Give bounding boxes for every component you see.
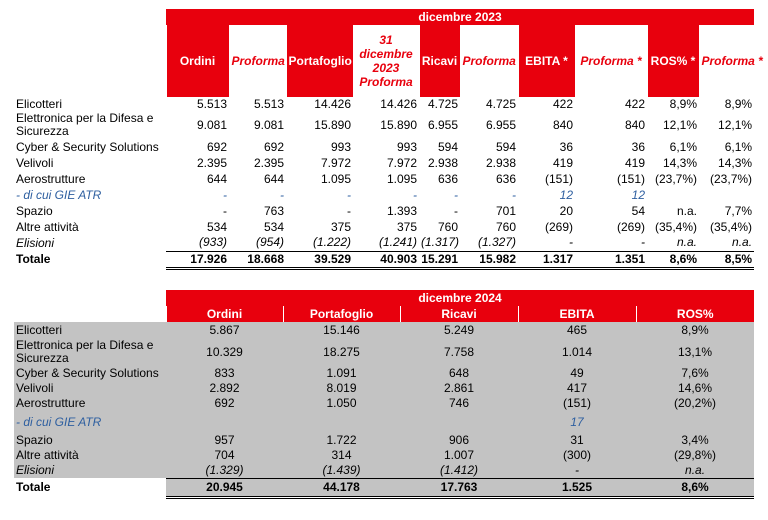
row-label: Totale (16, 252, 51, 266)
row-label: Cyber & Security Solutions (14, 366, 166, 381)
row-label: Velivoli (16, 155, 54, 170)
row-label: Totale (16, 480, 51, 494)
table-row: Velivoli 2.395 2.395 7.972 7.972 2.938 2.938 419 419 14,3% 14,3% (16, 155, 753, 170)
row-label: Elisioni (16, 235, 55, 250)
row-label: Elisioni (14, 463, 166, 478)
col-header-ebita: EBITA * (518, 25, 575, 97)
row-label: Elettronica per la Difesa e Sicurezza (16, 111, 154, 138)
table-row: Aerostrutture 644 644 1.095 1.095 636 636 (151) (151) (23,7%) (23,7%) (16, 171, 753, 186)
row-label: Spazio (14, 433, 166, 448)
table-row: Elicotteri 5.513 5.513 14.426 14.426 4.725 4.725 422 422 8,9% 8,9% (16, 96, 753, 111)
total-row: Totale 17.926 18.668 39.529 40.903 15.291 15.982 1.317 1.351 8,6% 8,5% (16, 251, 753, 266)
row-label: Aerostrutture (16, 171, 86, 186)
col-header-ricavi-proforma: Proforma (460, 25, 518, 97)
table-row: Elicotteri 5.867 15.146 5.249 465 8,9% (14, 322, 754, 338)
period-header: dicembre 2024 (166, 290, 754, 306)
col-header-portafoglio-proforma: 31 dicembre 2023 Proforma (353, 25, 419, 97)
row-label: - di cui GIE ATR (16, 187, 102, 202)
row-label: Altre attività (16, 219, 79, 234)
row-label: Aerostrutture (14, 396, 166, 411)
col-header-ordini: Ordini (166, 306, 283, 322)
row-label: Cyber & Security Solutions (16, 139, 159, 154)
row-label: Elicotteri (16, 96, 63, 111)
table-row: Elisioni (933) (954) (1.222) (1.241) (1.317) (1.327) - - n.a. n.a. (16, 235, 753, 250)
table-row: Elettronica per la Difesa e Sicurezza 10.329 18.275 7.758 1.014 13,1% (14, 338, 754, 366)
table-row: Spazio - 763 - 1.393 - 701 20 54 n.a. 7,7% (16, 203, 753, 218)
row-label: Velivoli (14, 381, 166, 396)
col-header-proforma: Proforma (229, 25, 286, 97)
col-header-ricavi: Ricavi (419, 25, 460, 97)
table-row: - di cui GIE ATR - - - - - - 12 12 (16, 187, 645, 202)
table-row: Elettronica per la Difesa e Sicurezza 9.081 9.081 15.890 15.890 6.955 6.955 840 840 12,1% 12,1% (16, 111, 753, 138)
table-row: Aerostrutture 692 1.050 746 (151) (20,2%) (14, 396, 754, 411)
col-header-ros: ROS% (636, 306, 754, 322)
col-header-ros: ROS% * (647, 25, 699, 97)
col-header-portafoglio: Portafoglio (283, 306, 400, 322)
table-row: Altre attività 704 314 1.007 (300) (29,8%) (14, 448, 754, 463)
table-row: - di cui GIE ATR 17 (14, 411, 754, 433)
row-label: Spazio (16, 203, 53, 218)
table-row: Altre attività 534 534 375 375 760 760 (269) (269) (35,4%) (35,4%) (16, 219, 753, 234)
table-row: Velivoli 2.892 8.019 2.861 417 14,6% (14, 381, 754, 396)
col-header-ebita: EBITA (518, 306, 636, 322)
table-2023 (14, 9, 763, 270)
col-header-ros-proforma: Proforma * (699, 25, 754, 97)
col-header-ordini: Ordini (166, 25, 229, 97)
row-label: - di cui GIE ATR (14, 411, 166, 433)
total-row: Totale 20.945 44.178 17.763 1.525 8,6% (14, 478, 754, 497)
table-row: Cyber & Security Solutions 692 692 993 993 594 594 36 36 6,1% 6,1% (16, 139, 753, 154)
table-row: Elisioni (1.329) (1.439) (1.412) - n.a. (14, 463, 754, 478)
col-header-portafoglio: Portafoglio (286, 25, 353, 97)
row-label: Elettronica per la Difesa e Sicurezza (14, 338, 166, 366)
table-2024 (14, 290, 754, 499)
period-header: dicembre 2023 (166, 9, 754, 25)
col-header-ebita-proforma: Proforma * (575, 25, 647, 97)
col-header-ricavi: Ricavi (400, 306, 518, 322)
table-row: Spazio 957 1.722 906 31 3,4% (14, 433, 754, 448)
table-row: Cyber & Security Solutions 833 1.091 648 49 7,6% (14, 366, 754, 381)
row-label: Altre attività (14, 448, 166, 463)
row-label: Elicotteri (14, 322, 166, 338)
